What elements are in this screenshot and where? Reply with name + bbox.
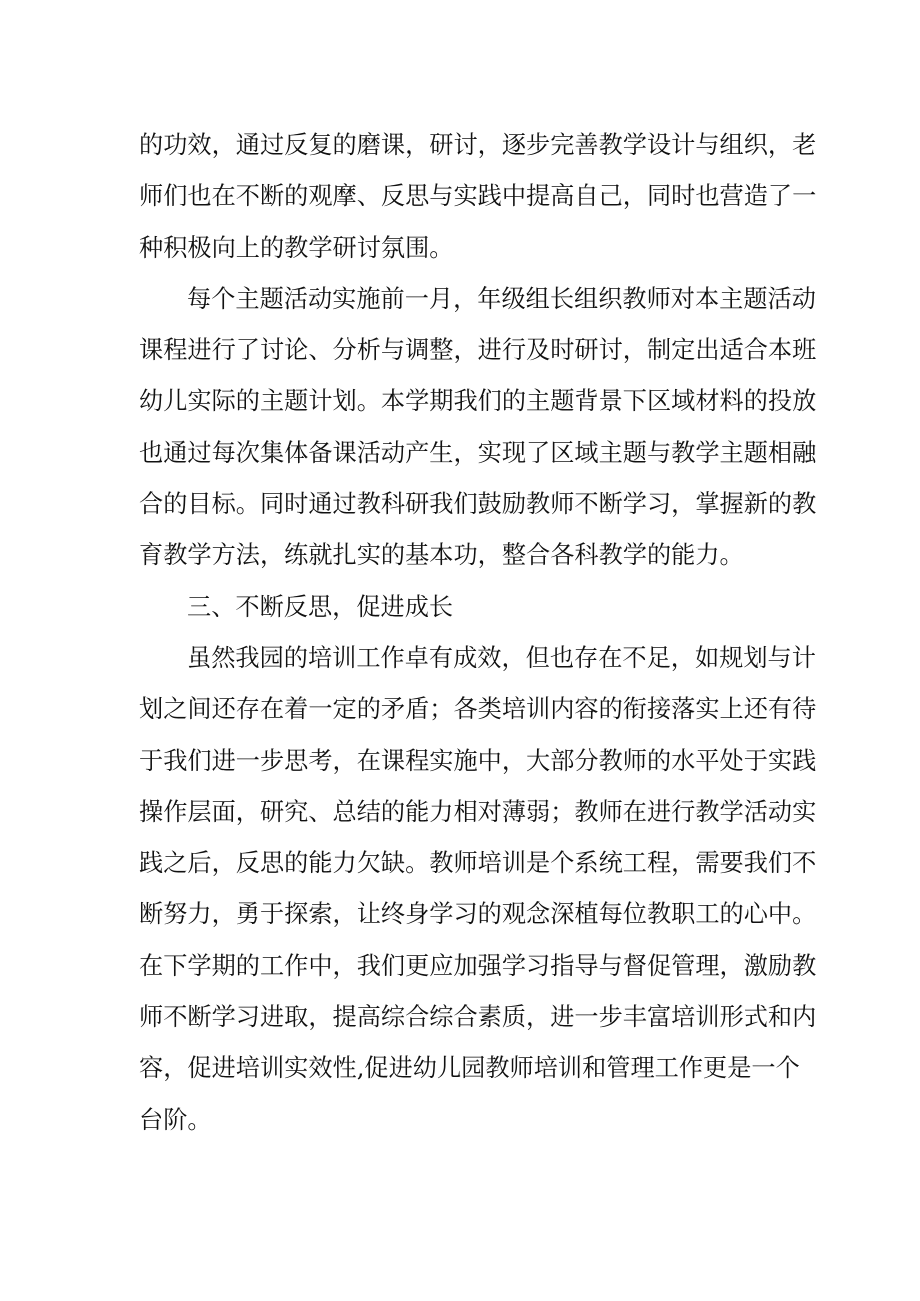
text-line: 种积极向上的教学研讨氛围。 bbox=[139, 233, 454, 262]
text-line: 于我们进一步思考，在课程实施中，大部分教师的水平处于实践 bbox=[139, 746, 817, 775]
text-line: 践之后，反思的能力欠缺。教师培训是个系统工程，需要我们不 bbox=[139, 849, 817, 878]
text-line: 师们也在不断的观摩、反思与实践中提高自己，同时也营造了一 bbox=[139, 182, 817, 211]
text-line: 划之间还存在着一定的矛盾；各类培训内容的衔接落实上还有待 bbox=[139, 695, 817, 724]
text-line: 合的目标。同时通过教科研我们鼓励教师不断学习，掌握新的教 bbox=[139, 490, 817, 519]
text-line: 的功效，通过反复的磨课，研讨，逐步完善教学设计与组织，老 bbox=[139, 131, 817, 159]
text-line: 也通过每次集体备课活动产生，实现了区域主题与教学主题相融 bbox=[139, 438, 817, 467]
text-line: 操作层面，研究、总结的能力相对薄弱；教师在进行教学活动实 bbox=[139, 797, 817, 826]
paragraph-start-line: 每个主题活动实施前一月，年级组长组织教师对本主题活动 bbox=[187, 284, 816, 313]
body-text bbox=[139, 120, 817, 1146]
section-heading: 三、不断反思，促进成长 bbox=[187, 592, 454, 621]
text-line: 在下学期的工作中，我们更应加强学习指导与督促管理，激励教 bbox=[139, 951, 817, 980]
text-line: 师不断学习进取，提高综合综合素质，进一步丰富培训形式和内 bbox=[139, 1003, 817, 1032]
text-line: 台阶。 bbox=[139, 1105, 212, 1134]
text-line: 课程进行了讨论、分析与调整，进行及时研讨，制定出适合本班 bbox=[139, 336, 817, 365]
text-line: 容，促进培训实效性,促进幼儿园教师培训和管理工作更是一个 bbox=[139, 1054, 800, 1083]
text-line: 断努力，勇于探索，让终身学习的观念深植每位教职工的心中。 bbox=[139, 900, 817, 929]
text-line: 育教学方法，练就扎实的基本功，整合各科教学的能力。 bbox=[139, 541, 744, 570]
paragraph-start-line: 虽然我园的培训工作卓有成效，但也存在不足，如规划与计 bbox=[187, 643, 816, 672]
text-line: 幼儿实际的主题计划。本学期我们的主题背景下区域材料的投放 bbox=[139, 387, 817, 416]
